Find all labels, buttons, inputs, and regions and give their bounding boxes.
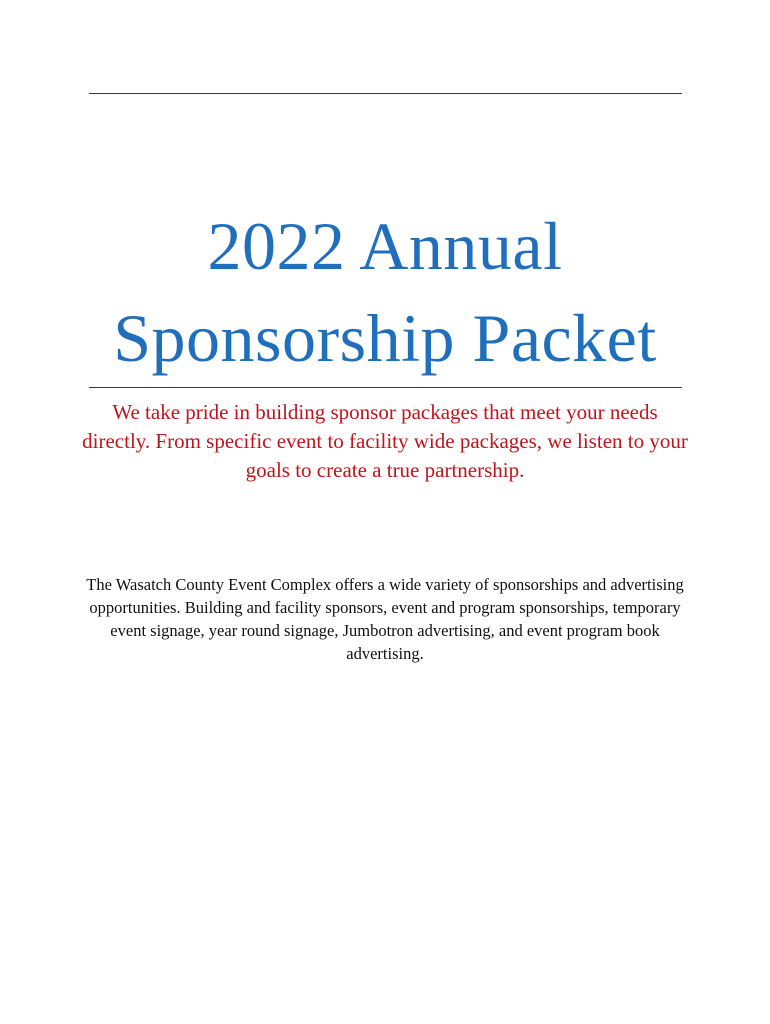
title-divider bbox=[89, 387, 682, 388]
tagline: We take pride in building sponsor packages that meet your needs directly. From specific event to facility wide packages, we listen to your goals to create a true partnership. bbox=[82, 400, 688, 482]
document-title bbox=[60, 200, 710, 384]
intro-paragraph: The Wasatch County Event Complex offers a wide variety of sponsorships and advertising opportunities. Building and facility sponsors, event and program sponsorships, temporary event signage, year round signage, Jumbotron advertising, and event program book advertising. bbox=[86, 575, 684, 663]
title-line-2: Sponsorship Packet bbox=[113, 300, 657, 376]
title-line-1: 2022 Annual bbox=[207, 208, 563, 284]
top-divider bbox=[89, 93, 682, 94]
